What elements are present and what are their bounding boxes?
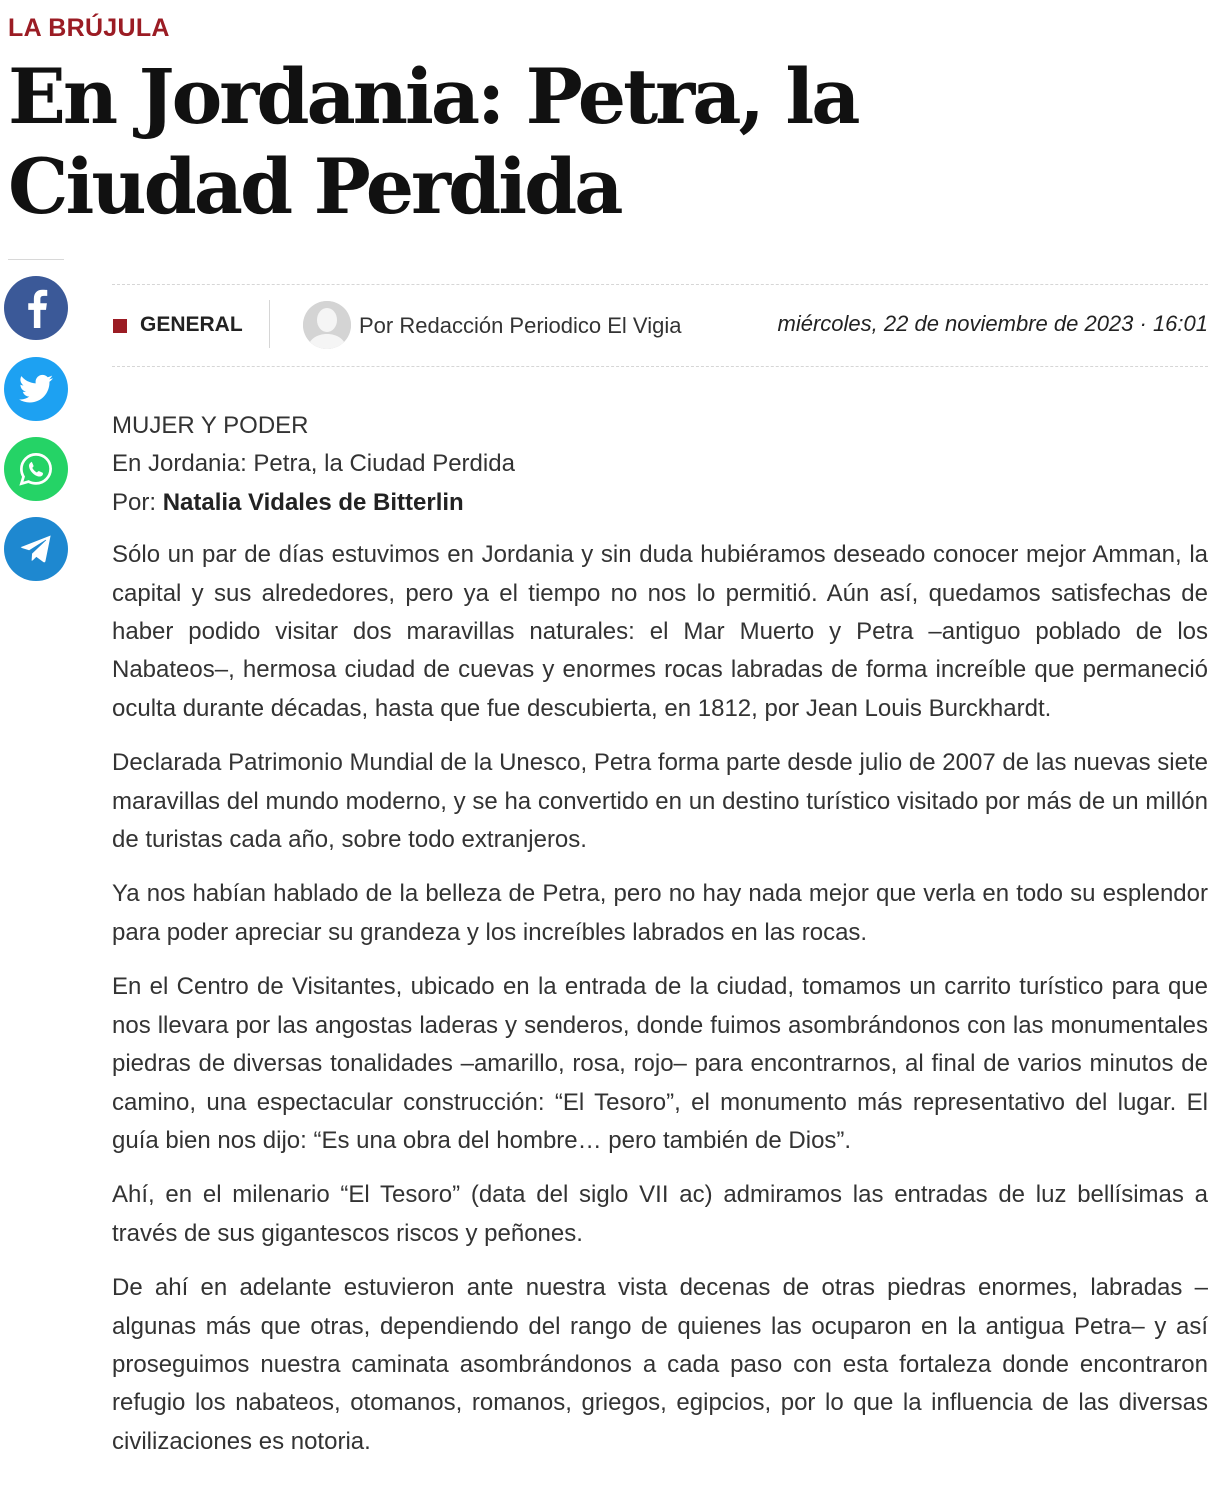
column-name: MUJER Y PODER xyxy=(112,412,309,439)
paragraph: De ahí en adelante estuvieron ante nuestra vista decenas de otras piedras enormes, labradas –algunas más que otras, dependiendo del rango de quienes las ocuparon en la antigua Petra– y así proseguimos nuestra caminata asombrándonos a cada paso con esta fortaleza donde encontraron refugio los nabateos, otomanos, romanos, griegos, egipcios, por lo que la influencia de las diversas civilizaciones es notoria. xyxy=(112,1274,1208,1455)
share-telegram-button[interactable] xyxy=(4,517,68,581)
category-marker xyxy=(113,319,127,333)
article-meta-bar xyxy=(112,284,1208,367)
user-silhouette-icon xyxy=(303,301,351,349)
article-body xyxy=(112,407,1208,1461)
byline-prefix: Por: xyxy=(112,488,157,516)
paragraph: Ya nos habían hablado de la belleza de Petra, pero no hay nada mejor que verla en todo su esplendor para poder apreciar su grandeza y los increíbles labrados en las rocas. xyxy=(112,880,1208,946)
article-subtitle: En Jordania: Petra, la Ciudad Perdida xyxy=(112,450,515,478)
meta-divider xyxy=(269,300,270,348)
paragraph: Declarada Patrimonio Mundial de la Unesco, Petra forma parte desde julio de 2007 de las nuevas siete maravillas del mundo moderno, y se ha convertido en un destino turístico visitado por más de un millón de turistas cada año, sobre todo extranjeros. xyxy=(112,749,1208,854)
byline xyxy=(112,484,1208,522)
paragraph: En el Centro de Visitantes, ubicado en la entrada de la ciudad, tomamos un carrito turístico para que nos llevara por las angostas laderas y senderos, donde fuimos asombrándonos con las monumentales piedras de diversas tonalidades –amarillo, rosa, rojo– para encontrarnos, al final de varios minutos de camino, una espectacular construcción: “El Tesoro”, el monumento más representativo del lugar. El guía bien nos dijo: “Es una obra del hombre… pero también de Dios”. xyxy=(112,973,1208,1154)
share-whatsapp-button[interactable] xyxy=(4,437,68,501)
article-headline: En Jordania: Petra, la Ciudad Perdida xyxy=(8,52,858,231)
author-name[interactable]: Por Redacción Periodico El Vigia xyxy=(359,313,682,338)
share-twitter-button[interactable] xyxy=(4,357,68,421)
twitter-icon xyxy=(19,374,53,404)
publish-date: miércoles, 22 de noviembre de 2023 · 16:01 xyxy=(777,311,1208,336)
author-avatar xyxy=(303,301,351,349)
share-facebook-button[interactable] xyxy=(4,276,68,340)
category-link[interactable]: GENERAL xyxy=(140,313,243,336)
telegram-icon xyxy=(18,533,54,565)
whatsapp-icon xyxy=(18,451,54,487)
section-label[interactable]: LA BRÚJULA xyxy=(8,14,170,42)
paragraph: Ahí, en el milenario “El Tesoro” (data del siglo VII ac) admiramos las entradas de luz bellísimas a través de sus gigantescos riscos y peñones. xyxy=(112,1181,1208,1247)
facebook-icon xyxy=(21,288,51,328)
paragraph: Sólo un par de días estuvimos en Jordania y sin duda hubiéramos deseado conocer mejor Amman, la capital y sus alrededores, pero ya el tiempo no nos lo permitió. Aún así, quedamos satisfechas de haber podido visitar dos maravillas naturales: el Mar Muerto y Petra –antiguo poblado de los Nabateos–, hermosa ciudad de cuevas y enormes rocas labradas de forma increíble que permaneció oculta durante décadas, hasta que fue descubierta, en 1812, por Jean Louis Burckhardt. xyxy=(112,541,1208,722)
byline-author: Natalia Vidales de Bitterlin xyxy=(162,488,464,516)
share-divider xyxy=(8,259,64,260)
